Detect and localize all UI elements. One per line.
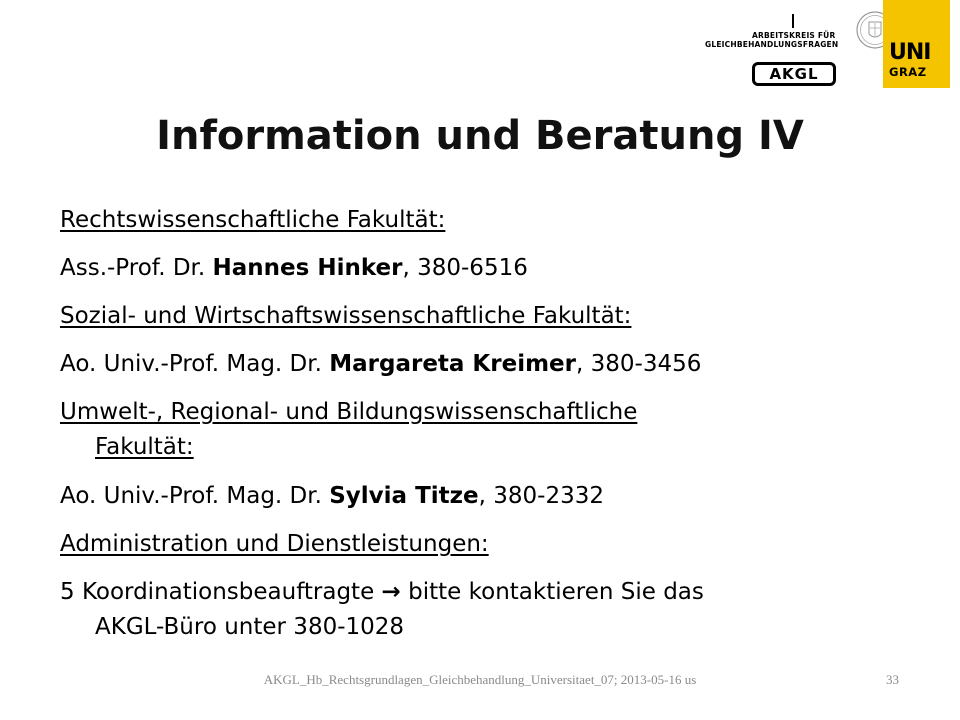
contact-social-economics-phone: , 380-3456 [576, 351, 702, 377]
contact-environment-name: Sylvia Titze [329, 483, 479, 509]
coordinators-instruction: bitte kontaktieren Sie das [400, 579, 704, 605]
contact-social-economics [60, 340, 900, 388]
admin-heading: Administration und Dienstleistungen: [60, 531, 489, 557]
faculty-heading-law: Rechtswissenschaftliche Fakultät: [60, 207, 446, 233]
contact-law-phone: , 380-6516 [402, 255, 528, 281]
contact-environment-title: Ao. Univ.-Prof. Mag. Dr. [60, 483, 330, 509]
akgl-logo-divider [792, 14, 794, 28]
coordinators-line-cont: AKGL-Büro unter 380-1028 [95, 614, 405, 640]
contact-environment-phone: , 380-2332 [478, 483, 604, 509]
footer-text: AKGL_Hb_Rechtsgrundlagen_Gleichbehandlung_Universitaet_07; 2013-05-16 us [263, 672, 697, 687]
slide-title: Information und Beratung IV [156, 113, 804, 159]
akgl-logo-line2: GLEICHBEHANDLUNGSFRAGEN [705, 40, 839, 49]
arrow-right-icon: → [381, 579, 401, 605]
contact-law-name: Hannes Hinker [212, 255, 403, 281]
faculty-heading-environment: Umwelt-, Regional- und Bildungswissenschaftliche [60, 399, 638, 425]
contact-social-economics-name: Margareta Kreimer [329, 351, 576, 377]
akgl-logo-line1: ARBEITSKREIS FÜR [752, 31, 836, 40]
slide-content [60, 196, 900, 645]
contact-law-title: Ass.-Prof. Dr. [60, 255, 213, 281]
faculty-heading-social-economics: Sozial- und Wirtschaftswissenschaftliche Fakultät: [60, 303, 632, 329]
page-number: 33 [886, 672, 899, 687]
akgl-logo-badge: AKGL [752, 62, 836, 86]
contact-social-economics-title: Ao. Univ.-Prof. Mag. Dr. [60, 351, 330, 377]
uni-graz-logo-uni: UNI [889, 40, 931, 65]
coordinators-line [60, 575, 900, 610]
contact-law [60, 244, 900, 292]
contact-environment [60, 472, 900, 520]
uni-graz-logo [883, 0, 950, 88]
faculty-heading-environment-cont: Fakultät: [95, 434, 194, 460]
uni-graz-logo-graz: GRAZ [889, 65, 927, 79]
coordinators-text: 5 Koordinationsbeauftragte [60, 579, 382, 605]
